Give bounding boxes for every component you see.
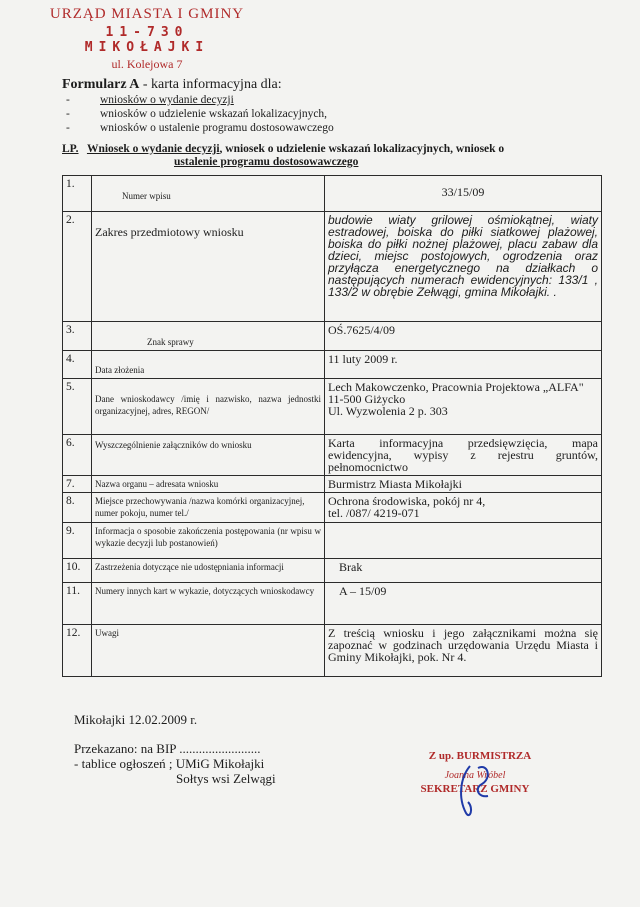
signature-stamp-title: SEKRETARZ GMINY (420, 783, 530, 795)
table-row (63, 351, 602, 379)
row-label: Wyszczególnienie załączników do wniosku (92, 435, 325, 476)
row-label: Zastrzeżenia dotyczące nie udostępniania informacji (92, 559, 325, 583)
heading-text-underlined: Wniosek o wydanie decyzji (86, 143, 220, 155)
table-row (63, 583, 602, 625)
bullet-item: - wniosków o ustalenie programu dostosowawczego (66, 122, 334, 134)
heading-line2: ustalenie programu dostosowawczego (174, 156, 359, 168)
applicant-street: Ul. Wyzwolenia 2 p. 303 (328, 404, 448, 418)
row-number: 12. (63, 625, 92, 677)
row-value-group (325, 493, 602, 523)
stamp-street: ul. Kolejowa 7 (111, 57, 183, 71)
distribution-bip: Przekazano: na BIP ......................... (74, 741, 261, 756)
storage-phone: tel. /087/ 4219-071 (328, 506, 420, 520)
table-row (63, 322, 602, 351)
row-value: OŚ.7625/4/09 (325, 322, 602, 351)
bullet-text: wniosków o wydanie decyzji (100, 94, 234, 106)
stamp-office-name: URZĄD MIASTA I GMINY (49, 6, 245, 22)
info-table (62, 175, 602, 677)
signature-stamp-name: Joanna Wróbel (444, 770, 506, 781)
row-label: Uwagi (92, 625, 325, 677)
bullet-item: - wniosków o wydanie decyzji (66, 94, 234, 106)
row-number: 2. (63, 212, 92, 322)
applicant-name: Lech Makowczenko, Pracownia Projektowa „ALFA" (328, 380, 584, 394)
bullet-item: - wniosków o udzielenie wskazań lokalizacyjnych, (66, 108, 328, 120)
row-label: Dane wnioskodawcy /imię i nazwisko, nazwa jednostki organizacyjnej, adres, REGON/ (92, 379, 325, 435)
row-number: 5. (63, 379, 92, 435)
row-label: Znak sprawy (92, 322, 325, 351)
form-title-rest: - karta informacyjna dla: (139, 77, 282, 92)
row-label: Data złożenia (92, 351, 325, 379)
table-row (63, 476, 602, 493)
stamp-postal-city: 11-730 MIKOŁAJKI (84, 25, 210, 55)
row-label: Informacja o sposobie zakończenia postępowania (nr wpisu w wykazie decyzji lub postanowień) (92, 523, 325, 559)
heading-text: , wniosek o udzielenie wskazań lokalizacyjnych, wniosek o (219, 143, 505, 155)
heading-lp: LP. (62, 143, 79, 155)
row-number: 6. (63, 435, 92, 476)
row-value: Brak (325, 559, 602, 583)
table-row (63, 212, 602, 322)
table-row (63, 493, 602, 523)
distribution-soltys: Sołtys wsi Zelwągi (176, 771, 276, 786)
form-title-bold: Formularz A (62, 77, 140, 92)
table-row (63, 176, 602, 212)
row-number: 11. (63, 583, 92, 625)
row-value (325, 523, 602, 559)
row-label: Numer wpisu (92, 176, 325, 212)
row-value-group (325, 379, 602, 435)
office-stamp (42, 6, 252, 72)
bullet-text: wniosków o udzielenie wskazań lokalizacyjnych, (100, 108, 328, 120)
row-label: Zakres przedmiotowy wniosku (92, 212, 325, 322)
distribution-note (74, 741, 276, 786)
row-number: 8. (63, 493, 92, 523)
row-number: 10. (63, 559, 92, 583)
row-value: 11 luty 2009 r. (325, 351, 602, 379)
row-number: 9. (63, 523, 92, 559)
table-heading (62, 143, 582, 169)
form-title (62, 77, 282, 93)
row-value: Z treścią wniosku i jego załącznikami można się zapoznać w godzinach urzędowania Urzędu Miasta i Gminy Mikołajki, pok. Nr 4. (325, 625, 602, 677)
handwritten-signature (448, 758, 518, 828)
form-bullet-list (66, 93, 334, 135)
row-value: budowie wiaty grilowej ośmiokątnej, wiaty estradowej, boiska do piłki siatkowej plażowej, boiska do piłki nożnej plażowej, placu zabaw dla dzieci, miejsc postojowych, ogrodzenia oraz przyłącza energetycznego na działkach o następujących numerach ewidencyjnych: 133/1 , 133/2 w obrębie Zełwągi, gmina Mikołajki. . (325, 212, 602, 322)
table-row (63, 435, 602, 476)
bullet-text: wniosków o ustalenie programu dostosowawczego (100, 122, 334, 134)
row-label: Miejsce przechowywania /nazwa komórki organizacyjnej, numer pokoju, numer tel./ (92, 493, 325, 523)
row-value: Karta informacyjna przedsięwzięcia, mapa ewidencyjna, wypisy z rejestru gruntów, pełnomocnictwo (325, 435, 602, 476)
row-value: Burmistrz Miasta Mikołajki (325, 476, 602, 493)
table-row (63, 379, 602, 435)
row-number: 4. (63, 351, 92, 379)
place-and-date: Mikołajki 12.02.2009 r. (74, 712, 198, 727)
row-label: Nazwa organu – adresata wniosku (92, 476, 325, 493)
row-number: 1. (63, 176, 92, 212)
row-number: 7. (63, 476, 92, 493)
row-label: Numery innych kart w wykazie, dotyczących wnioskodawcy (92, 583, 325, 625)
table-row (63, 523, 602, 559)
table-row (63, 625, 602, 677)
storage-place: Ochrona środowiska, pokój nr 4, (328, 494, 486, 508)
distribution-board: - tablice ogłoszeń ; UMiG Mikołajki (74, 756, 265, 771)
applicant-city: 11-500 Giżycko (328, 392, 406, 406)
table-row (63, 559, 602, 583)
row-value: 33/15/09 (325, 176, 602, 212)
row-number: 3. (63, 322, 92, 351)
row-value: A – 15/09 (325, 583, 602, 625)
signature-stamp-line1: Z up. BURMISTRZA (428, 750, 532, 762)
